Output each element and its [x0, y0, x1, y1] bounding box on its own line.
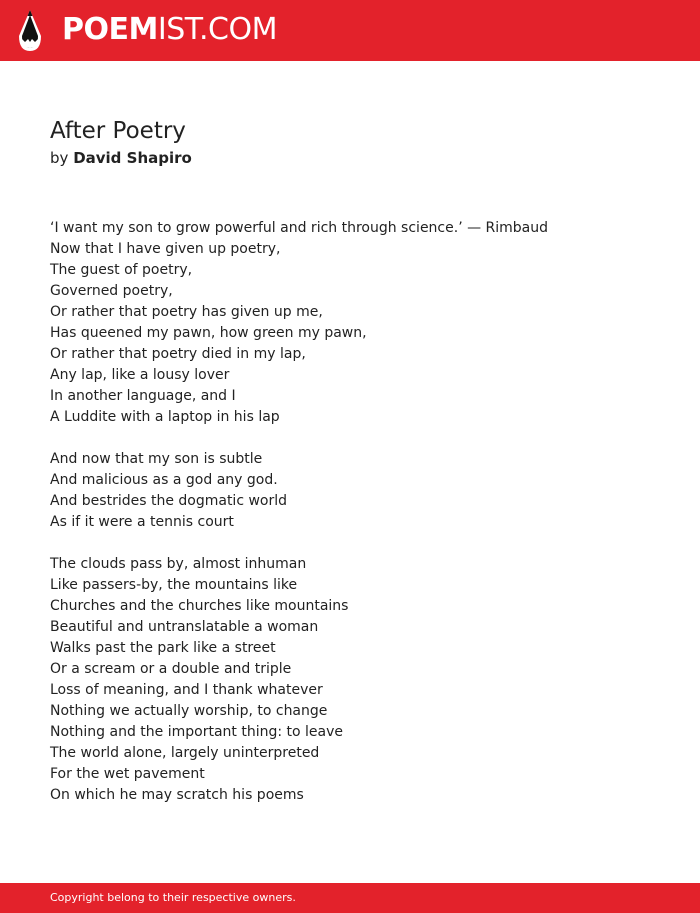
brand-name-strong: POEM — [62, 12, 158, 47]
poem-line: As if it were a tennis court — [50, 514, 234, 530]
poem-line: Or a scream or a double and triple — [50, 661, 292, 677]
poem-line: The clouds pass by, almost inhuman — [50, 556, 307, 572]
poem-line: In another language, and I — [50, 388, 236, 404]
poem-line: Nothing and the important thing: to leave — [50, 724, 343, 740]
poem-line: The guest of poetry, — [50, 262, 193, 278]
poem-line: Or rather that poetry has given up me, — [50, 304, 323, 320]
poem-body — [50, 218, 670, 827]
poem-line: Any lap, like a lousy lover — [50, 367, 230, 383]
poem-line: And now that my son is subtle — [50, 451, 263, 467]
poem-line: Governed poetry, — [50, 283, 173, 299]
brand-name-light: IST.COM — [157, 12, 277, 47]
poem-line: Like passers-by, the mountains like — [50, 577, 298, 593]
poem-title: After Poetry — [50, 118, 186, 144]
poem-line: Nothing we actually worship, to change — [50, 703, 328, 719]
copyright-notice: Copyright belong to their respective owners. — [50, 891, 296, 904]
poem-line: Walks past the park like a street — [50, 640, 276, 656]
site-footer — [0, 883, 700, 913]
poem-line: And bestrides the dogmatic world — [50, 493, 288, 509]
poem-line: Churches and the churches like mountains — [50, 598, 349, 614]
poem-line: Has queened my pawn, how green my pawn, — [50, 325, 367, 341]
stanza — [50, 554, 670, 806]
poem-line: A Luddite with a laptop in his lap — [50, 409, 280, 425]
stanza — [50, 449, 670, 533]
poem-line: On which he may scratch his poems — [50, 787, 304, 803]
site-header — [0, 0, 700, 61]
poem-line: Loss of meaning, and I thank whatever — [50, 682, 323, 698]
poem-line: The world alone, largely uninterpreted — [50, 745, 320, 761]
poem-heading — [50, 116, 192, 169]
pencil-tip-icon — [18, 10, 42, 51]
site-logo-link[interactable] — [62, 11, 277, 49]
poem-line: Now that I have given up poetry, — [50, 241, 281, 257]
poem-line: And malicious as a god any god. — [50, 472, 278, 488]
byline — [50, 147, 192, 169]
stanza — [50, 218, 670, 428]
by-label: by — [50, 149, 69, 167]
poem-line: For the wet pavement — [50, 766, 205, 782]
poem-line: Or rather that poetry died in my lap, — [50, 346, 306, 362]
poem-line: ‘I want my son to grow powerful and rich through science.’ — Rimbaud — [50, 220, 549, 236]
poem-line: Beautiful and untranslatable a woman — [50, 619, 319, 635]
author-name: David Shapiro — [73, 149, 192, 167]
